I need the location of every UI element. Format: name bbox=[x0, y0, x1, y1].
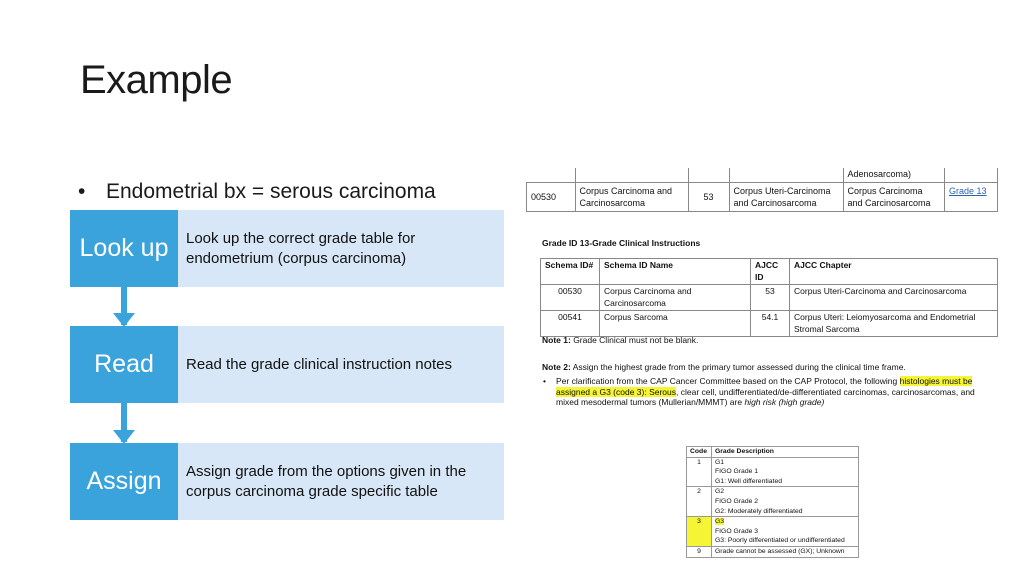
step-text: Assign grade from the options given in the corpus carcinoma grade specific table bbox=[178, 443, 504, 520]
bullet-dot-icon: • bbox=[78, 180, 86, 203]
step-tag: Look up bbox=[70, 210, 178, 287]
table-row: 3 G3 FIGO Grade 3 G3: Poorly differentiated or undifferentiated bbox=[687, 517, 859, 547]
table-row: 9 Grade cannot be assessed (GX); Unknown bbox=[687, 546, 859, 557]
step-tag: Assign bbox=[70, 443, 178, 520]
cut-off-text: Adenosarcoma) bbox=[843, 168, 945, 183]
table-row: 1 G1 FIGO Grade 1 G1: Well differentiated bbox=[687, 457, 859, 487]
schema-list-table: Adenosarcoma) 00530 Corpus Carcinoma and Carcinosarcoma 53 Corpus Uteri-Carcinoma and Carcinosarcoma Corpus Carcinoma and Carcinosarcoma Grade 13 bbox=[526, 168, 998, 212]
table-row: 00541 Corpus Sarcoma 54.1 Corpus Uteri: Leiomyosarcoma and Endometrial Stromal Sarcoma bbox=[541, 311, 998, 337]
step-assign bbox=[70, 443, 504, 520]
note-2: Note 2: Assign the highest grade from the primary tumor assessed during the clinical time frame. bbox=[542, 362, 906, 372]
bullet-point bbox=[78, 180, 436, 204]
down-arrow-icon bbox=[113, 287, 135, 325]
grade-instructions-heading: Grade ID 13-Grade Clinical Instructions bbox=[542, 238, 701, 248]
bullet-text: Endometrial bx = serous carcinoma bbox=[106, 180, 436, 203]
down-arrow-icon bbox=[113, 403, 135, 442]
slide-title: Example bbox=[80, 58, 233, 102]
bullet-dot-icon: • bbox=[543, 376, 546, 386]
step-text: Read the grade clinical instruction notes bbox=[178, 326, 504, 403]
table-row: 00530 Corpus Carcinoma and Carcinosarcoma 53 Corpus Uteri-Carcinoma and Carcinosarcoma bbox=[541, 285, 998, 311]
step-read bbox=[70, 326, 504, 403]
step-tag: Read bbox=[70, 326, 178, 403]
step-look-up bbox=[70, 210, 504, 287]
grade-description-table: Code Grade Description 1 G1 FIGO Grade 1 G1: Well differentiated 2 G2 FIGO Grade 2 G2: Moderately differentiated 3 G3 FIGO Grade 3 G3: Poorly differentiated or undifferentiated 9 Grade cannot be assessed (GX); Unknown bbox=[686, 446, 859, 558]
step-text: Look up the correct grade table for endometrium (corpus carcinoma) bbox=[178, 210, 504, 287]
table-row: 2 G2 FIGO Grade 2 G2: Moderately differentiated bbox=[687, 487, 859, 517]
highlighted-text: histologies must be assigned a G3 (code 3): Serous bbox=[556, 376, 973, 397]
schema-table: Schema ID# Schema ID Name AJCC ID AJCC Chapter 00530 Corpus Carcinoma and Carcinosarcoma 53 Corpus Uteri-Carcinoma and Carcinosarcoma 00541 Corpus Sarcoma 54.1 Corpus Uteri: Leiomyosarcoma and Endometrial Stromal Sarcoma bbox=[540, 258, 998, 337]
note-1: Note 1: Grade Clinical must not be blank. bbox=[542, 335, 699, 345]
grade-13-link[interactable]: Grade 13 bbox=[949, 186, 987, 196]
note-2-detail: • Per clarification from the CAP Cancer Committee based on the CAP Protocol, the following histologies must be assigned a G3 (code 3): Serous, clear cell, undifferentiated/de-differentiated carcinomas, carcinosarcomas, and mixed mesodermal tumors (Mullerian/MMMT) are high risk (high grade) bbox=[543, 376, 975, 407]
